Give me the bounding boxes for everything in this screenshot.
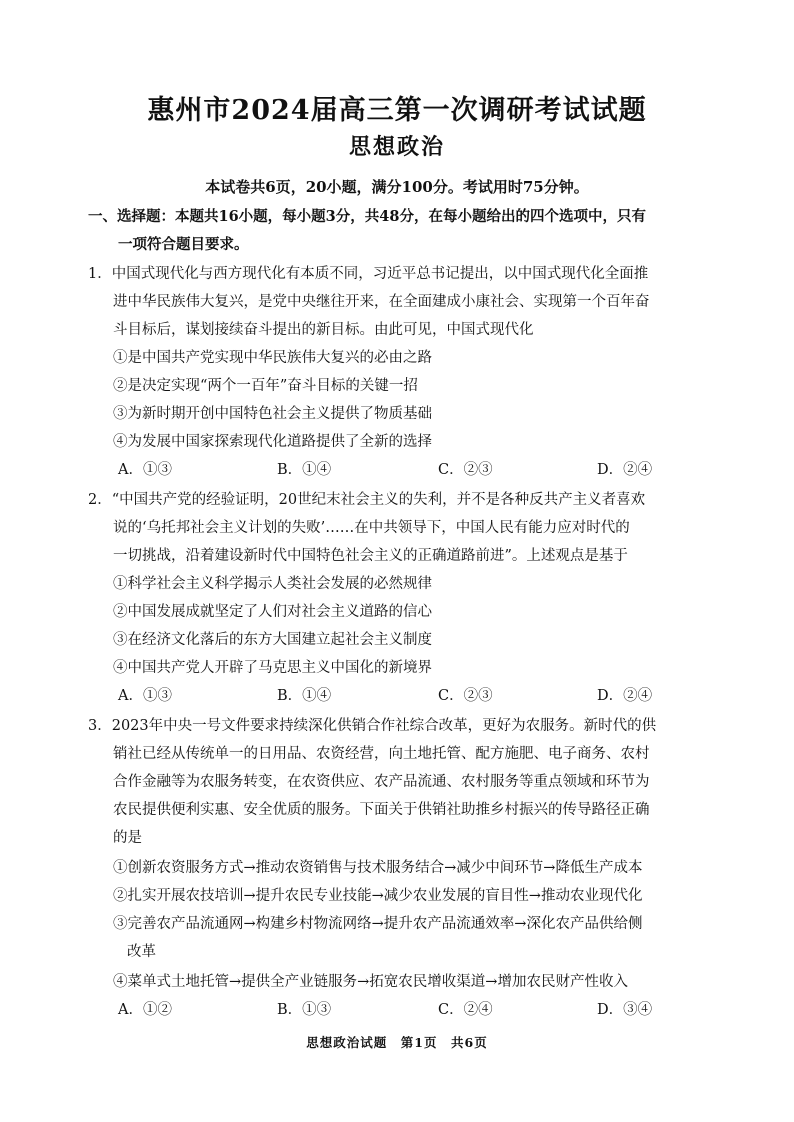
statement-item: ④为发展中国家探索现代化道路提供了全新的选择	[113, 434, 432, 450]
statement-item: ②中国发展成就坚定了人们对社会主义道路的信心	[113, 604, 432, 620]
answer-option-d: D．③④	[597, 1002, 653, 1018]
question-stem: 销社已经从传统单一的日用品、农资经营，向土地托管、配方施肥、电子商务、农村	[113, 746, 650, 762]
question-stem: 说的‘乌托邦社会主义计划的失败’……在中共领导下，中国人民有能力应对时代的	[113, 520, 630, 536]
statement-item: ②扎实开展农技培训→提升农民专业技能→减少农业发展的盲目性→推动农业现代化	[113, 888, 643, 904]
answer-option-b: B．①④	[277, 462, 332, 478]
statement-item: ③完善农产品流通网→构建乡村物流网络→提升农产品流通效率→深化农产品供给侧	[113, 916, 643, 932]
statement-item: ④中国共产党人开辟了马克思主义中国化的新境界	[113, 660, 432, 676]
question-stem: 一切挑战，沿着建设新时代中国特色社会主义的正确道路前进”。上述观点是基于	[113, 548, 628, 564]
question-stem: 合作金融等为农服务转变，在农资供应、农产品流通、农村服务等重点领域和环节为	[113, 774, 650, 790]
statement-item: ②是决定实现“两个一百年”奋斗目标的关键一招	[113, 378, 418, 394]
question-stem: 3．2023年中央一号文件要求持续深化供销合作社综合改革，更好为农服务。新时代的供	[88, 718, 657, 734]
answer-option-b: B．①④	[277, 688, 332, 704]
answer-option-a: A．①②	[118, 1002, 172, 1018]
answer-option-d: D．②④	[597, 688, 653, 704]
question-stem: 农民提供便利实惠、安全优质的服务。下面关于供销社助推乡村振兴的传导路径正确	[113, 802, 650, 818]
statement-item: ③为新时期开创中国特色社会主义提供了物质基础	[113, 406, 432, 422]
statement-item: ③在经济文化落后的东方大国建立起社会主义制度	[113, 632, 432, 648]
page-footer: 思想政治试题 第1页 共6页	[306, 1035, 488, 1050]
answer-option-c: C．②③	[438, 688, 493, 704]
answer-option-c: C．②④	[438, 1002, 493, 1018]
answer-option-b: B．①③	[277, 1002, 332, 1018]
question-stem: 的是	[113, 830, 142, 846]
section-heading-cont: 一项符合题目要求。	[118, 236, 249, 253]
answer-option-c: C．②③	[438, 462, 493, 478]
subject-title: 思想政治	[348, 134, 445, 160]
answer-option-d: D．②④	[597, 462, 653, 478]
question-stem: 进中华民族伟大复兴，是党中央继往开来，在全面建成小康社会、实现第一个百年奋	[113, 294, 650, 310]
statement-item-cont: 改革	[127, 944, 156, 960]
statement-item: ①创新农资服务方式→推动农资销售与技术服务结合→减少中间环节→降低生产成本	[113, 860, 643, 876]
exam-intro: 本试卷共6页，20小题，满分100分。考试用时75分钟。	[205, 178, 589, 196]
answer-option-a: A．①③	[118, 688, 172, 704]
section-heading: 一、选择题：本题共16小题，每小题3分，共48分，在每小题给出的四个选项中，只有	[88, 208, 646, 225]
statement-item: ④菜单式土地托管→提供全产业链服务→拓宽农民增收渠道→增加农民财产性收入	[113, 974, 628, 990]
statement-item: ①科学社会主义科学揭示人类社会发展的必然规律	[113, 576, 432, 592]
question-stem: 2．“中国共产党的经验证明，20世纪末社会主义的失利，并不是各种反共产主义者喜欢	[88, 492, 646, 508]
question-stem: 斗目标后，谋划接续奋斗提出的新目标。由此可见，中国式现代化	[113, 322, 534, 338]
question-stem: 1．中国式现代化与西方现代化有本质不同，习近平总书记提出，以中国式现代化全面推	[88, 266, 649, 282]
exam-title: 惠州市2024届高三第一次调研考试试题	[147, 95, 647, 126]
answer-option-a: A．①③	[118, 462, 172, 478]
statement-item: ①是中国共产党实现中华民族伟大复兴的必由之路	[113, 350, 432, 366]
